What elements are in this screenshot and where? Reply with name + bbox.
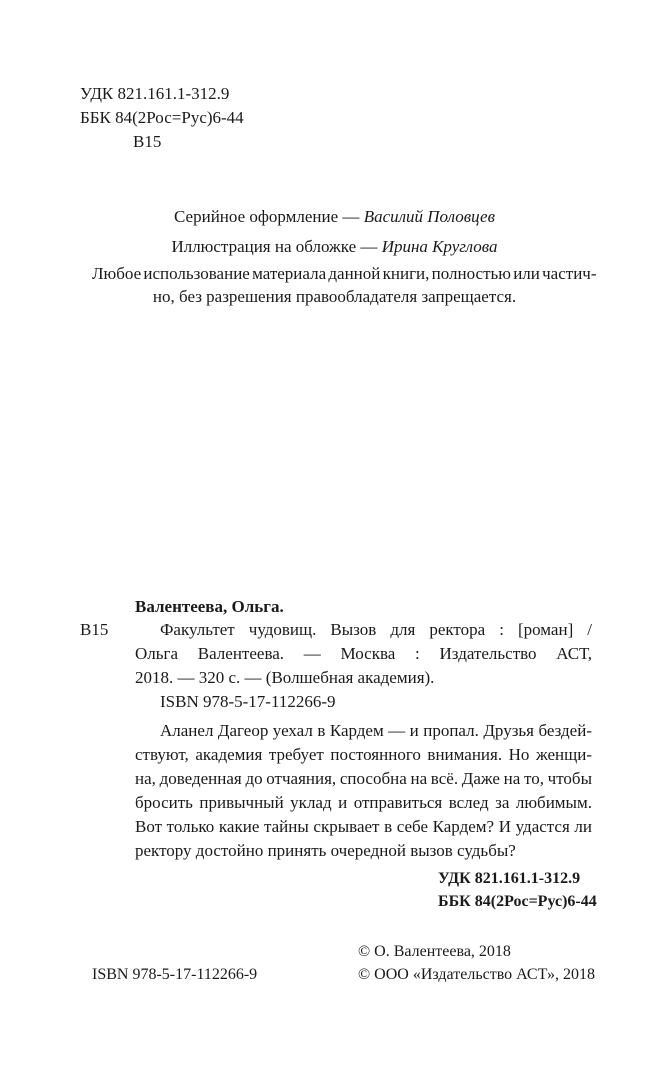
annotation-line: на, доведенная до отчаяния, способна на всё. Даже на то, чтобы: [135, 769, 592, 788]
annotation-line: Аланел Дагеор уехал в Кардем — и пропал. Друзья бездей-: [160, 721, 592, 740]
catalog-udk: УДК 821.161.1-312.9: [438, 870, 581, 887]
series-design-label: Серийное оформление —: [174, 207, 364, 226]
illustration-label: Иллюстрация на обложке —: [171, 237, 382, 256]
udk-code: УДК 821.161.1-312.9: [80, 84, 230, 103]
catalog-author: Валентеева, Ольга.: [135, 597, 284, 616]
copyright-notice-line: Любое использование материала данной книги, полностью или частич-: [92, 264, 597, 283]
illustrator-name: Ирина Круглова: [381, 237, 498, 256]
copyright-notice-line: но, без разрешения правообладателя запрещается.: [152, 287, 517, 306]
catalog-description-line: Факультет чудовищ. Вызов для ректора : [роман] /: [160, 620, 592, 639]
copyright-author: © О. Валентеева, 2018: [358, 943, 511, 960]
annotation-line: ректору достойно принять очередной вызов судьбы?: [135, 841, 516, 860]
catalog-code: В15: [80, 620, 109, 639]
footer-isbn: ISBN 978-5-17-112266-9: [92, 966, 258, 983]
annotation-line: Вот только какие тайны скрывает в себе Кардем? И удастся ли: [135, 817, 592, 836]
catalog-description-line: 2018. — 320 с. — (Волшебная академия).: [135, 668, 435, 687]
cover-illustration-credit: [0, 237, 669, 257]
copyright-publisher: © ООО «Издательство АСТ», 2018: [358, 966, 595, 983]
bbk-code: ББК 84(2Рос=Рус)6-44: [80, 108, 244, 127]
series-designer-name: Василий Половцев: [363, 207, 495, 226]
annotation-line: бросить привычный уклад и отправиться вслед за любимым.: [135, 793, 592, 812]
catalog-description-line: Ольга Валентеева. — Москва : Издательство АСТ,: [135, 644, 592, 663]
catalog-bbk: ББК 84(2Рос=Рус)6-44: [438, 893, 597, 910]
author-sign-code: В15: [133, 132, 162, 151]
annotation-line: ствуют, академия требует постоянного внимания. Но женщи-: [135, 745, 592, 764]
series-design-credit: [0, 207, 669, 227]
catalog-isbn: ISBN 978-5-17-112266-9: [160, 692, 336, 711]
